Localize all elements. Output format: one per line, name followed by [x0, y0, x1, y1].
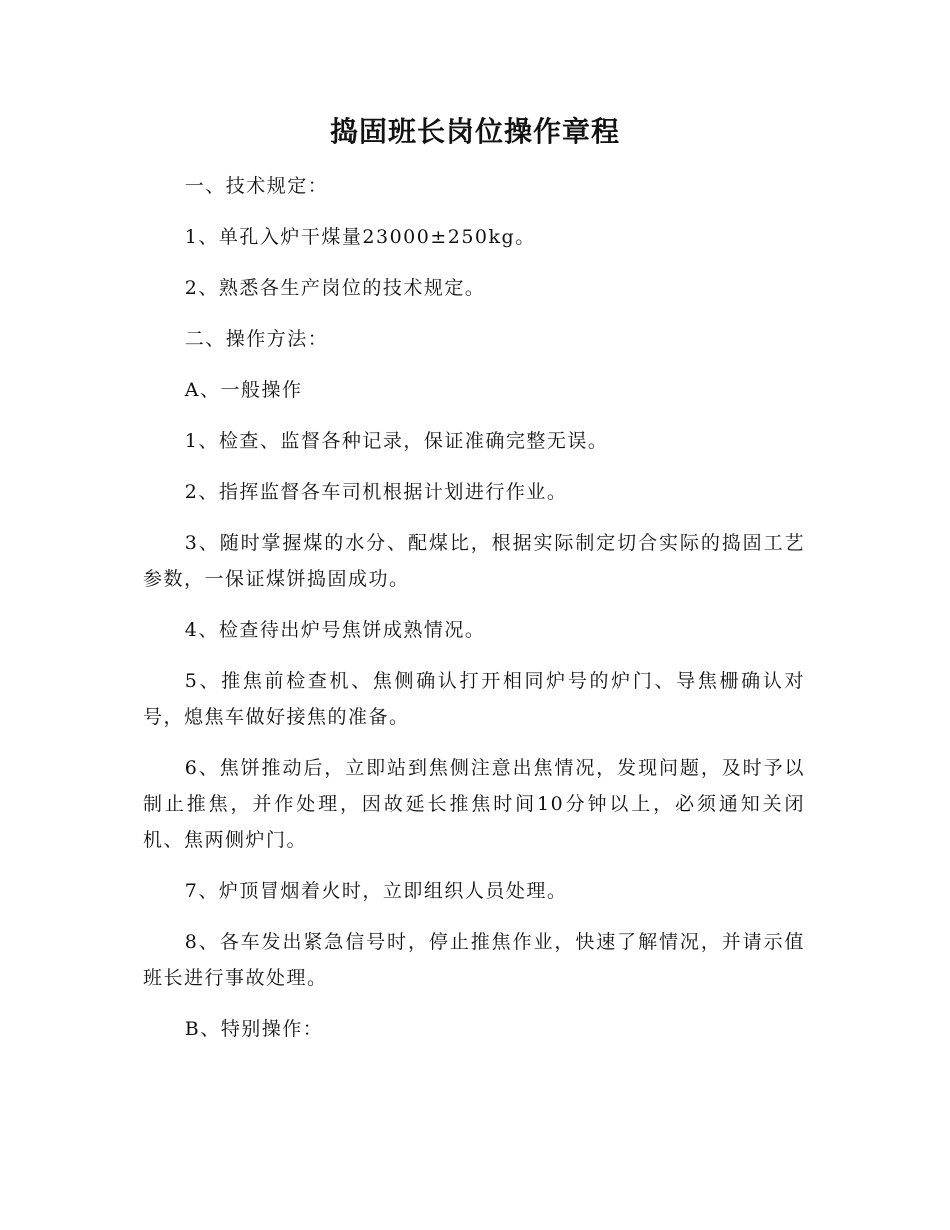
operation-item-3: 3、随时掌握煤的水分、配煤比，根据实际制定切合实际的捣固工艺参数，一保证煤饼捣固成功。: [143, 532, 805, 590]
operation-item-8: 8、各车发出紧急信号时，停止推焦作业，快速了解情况，并请示值班长进行事故处理。: [143, 931, 805, 989]
operation-item-7: 7、炉顶冒烟着火时，立即组织人员处理。: [184, 880, 568, 902]
section-heading-operation-methods: 二、操作方法：: [184, 328, 329, 350]
section-heading-technical-rules: 一、技术规定：: [184, 175, 329, 197]
document-body: [143, 168, 805, 1062]
operation-item-1: 1、检查、监督各种记录，保证准确完整无误。: [184, 430, 609, 452]
page-title: 捣固班长岗位操作章程: [329, 115, 620, 148]
operation-item-4: 4、检查待出炉号焦饼成熟情况。: [184, 619, 486, 641]
rule-item-2: 2、熟悉各生产岗位的技术规定。: [184, 277, 486, 299]
operation-item-6: 6、焦饼推动后，立即站到焦侧注意出焦情况，发现问题，及时予以制止推焦，并作处理，因故延长推焦时间10分钟以上，必须通知关闭机、焦两侧炉门。: [143, 757, 805, 851]
operation-item-5: 5、推焦前检查机、焦侧确认打开相同炉号的炉门、导焦栅确认对号，熄焦车做好接焦的准备。: [143, 670, 805, 728]
operation-item-2: 2、指挥监督各车司机根据计划进行作业。: [184, 481, 568, 503]
subsection-heading-special-operation: B、特别操作：: [184, 1018, 324, 1040]
rule-item-1: 1、单孔入炉干煤量23000±250kg。: [184, 226, 536, 248]
subsection-heading-general-operation: A、一般操作: [184, 379, 303, 401]
